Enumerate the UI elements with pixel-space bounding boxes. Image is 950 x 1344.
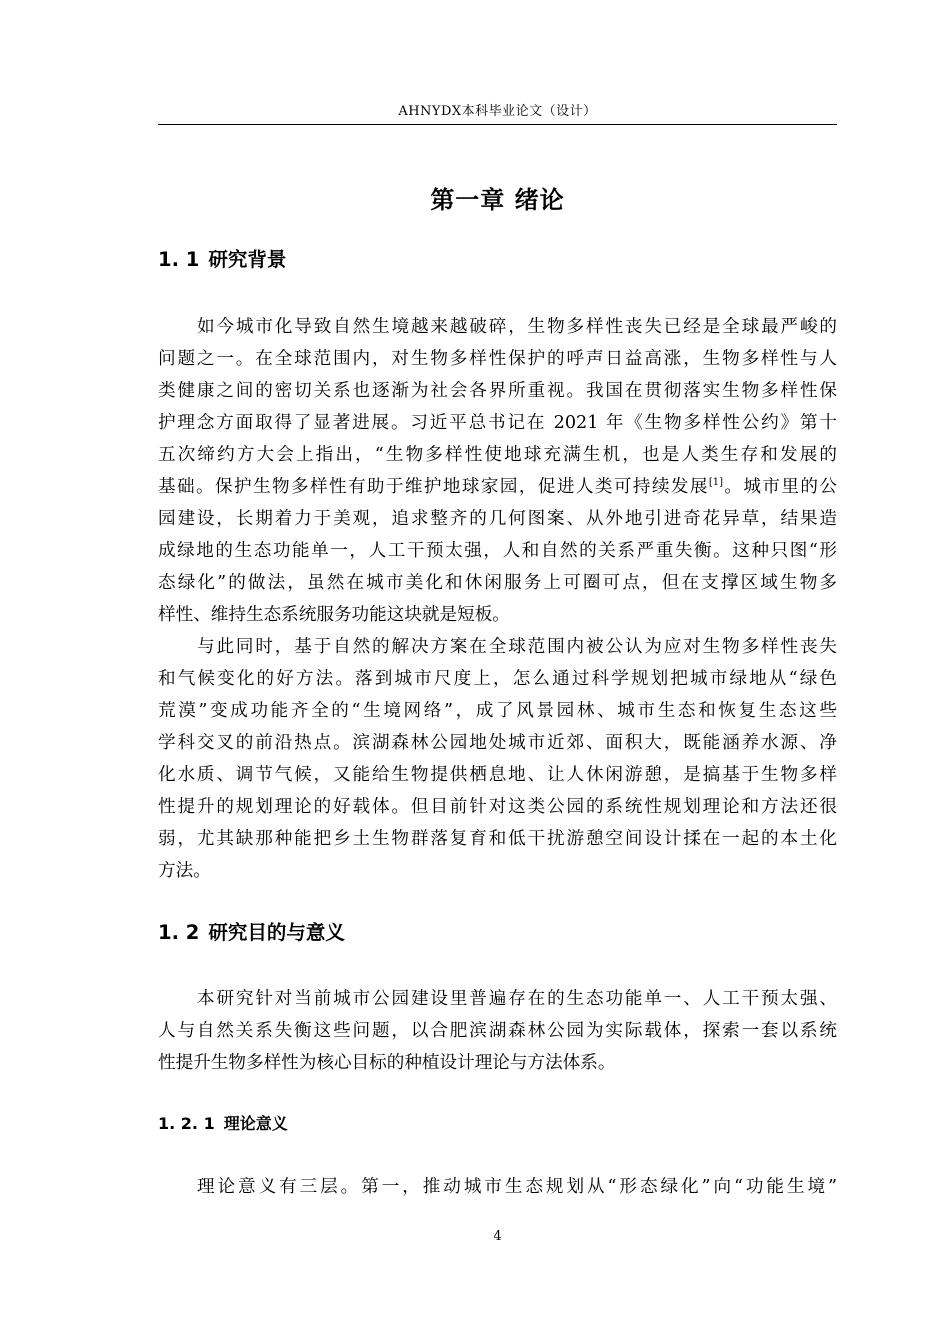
section-heading-1-2-1 bbox=[158, 1112, 288, 1136]
text-line: 与此同时，基于自然的解决方案在全球范围内被公认为应对生物多样性丧失 bbox=[197, 637, 837, 657]
text-line: 样性、维持生态系统服务功能这块就是短板。 bbox=[158, 605, 510, 625]
section-heading-1-1 bbox=[158, 246, 286, 274]
text-line: 成绿地的生态功能单一，人工干预太强，人和自然的关系严重失衡。这种只图“形 bbox=[158, 541, 837, 561]
text-line: 性提升的规划理论的好载体。但目前针对这类公园的系统性规划理论和方法还很 bbox=[158, 797, 837, 817]
text-line-with-citation bbox=[158, 471, 837, 503]
text-line: 人与自然关系失衡这些问题，以合肥滨湖森林公园为实际载体，探索一套以系统 bbox=[158, 1021, 837, 1041]
section-number: 1. 2. 1 bbox=[158, 1114, 215, 1133]
text-line: 理论意义有三层。第一，推动城市生态规划从“形态绿化”向“功能生境” bbox=[197, 1177, 837, 1197]
text-line: 问题之一。在全球范围内，对生物多样性保护的呼声日益高涨，生物多样性与人 bbox=[158, 349, 837, 369]
section-title: 研究目的与意义 bbox=[208, 921, 345, 944]
text-line: 弱，尤其缺那种能把乡土生物群落复育和低干扰游憩空间设计揉在一起的本土化 bbox=[158, 829, 837, 849]
text-line: 如今城市化导致自然生境越来越破碎，生物多样性丧失已经是全球最严峻的 bbox=[197, 317, 837, 337]
text-line: 护理念方面取得了显著进展。习近平总书记在 2021 年《生物多样性公约》第十 bbox=[158, 413, 837, 433]
paragraph-purpose bbox=[158, 983, 837, 1079]
text-line: 本研究针对当前城市公园建设里普遍存在的生态功能单一、人工干预太强、 bbox=[197, 989, 837, 1009]
header-rule bbox=[158, 124, 837, 125]
text-line: 化水质、调节气候，又能给生物提供栖息地、让人休闲游憩，是搞基于生物多样 bbox=[158, 765, 837, 785]
text-line: 性提升生物多样性为核心目标的种植设计理论与方法体系。 bbox=[158, 1053, 616, 1073]
section-heading-1-2 bbox=[158, 919, 345, 947]
page-number: 4 bbox=[493, 1229, 502, 1244]
running-header: AHNYDX本科毕业论文（设计） bbox=[398, 104, 597, 119]
section-number: 1. 1 bbox=[158, 248, 200, 271]
text-fragment: 基础。保护生物多样性有助于维护地球家园，促进人类可持续发展 bbox=[158, 477, 709, 497]
text-line: 园建设，长期着力于美观，追求整齐的几何图案、从外地引进奇花异草，结果造 bbox=[158, 509, 837, 529]
text-line: 类健康之间的密切关系也逐渐为社会各界所重视。我国在贯彻落实生物多样性保 bbox=[158, 381, 837, 401]
text-line: 和气候变化的好方法。落到城市尺度上，怎么通过科学规划把城市绿地从“绿色 bbox=[158, 669, 837, 689]
section-title: 理论意义 bbox=[223, 1114, 288, 1133]
paragraph-theoretical-significance bbox=[158, 1171, 837, 1203]
paragraph-background-2 bbox=[158, 631, 837, 887]
section-title: 研究背景 bbox=[208, 248, 287, 271]
text-fragment: 。城市里的公 bbox=[723, 477, 837, 497]
text-line: 五次缔约方大会上指出，“生物多样性使地球充满生机，也是人类生存和发展的 bbox=[158, 445, 837, 465]
citation-marker: [1] bbox=[708, 477, 724, 488]
text-line: 态绿化”的做法，虽然在城市美化和休闲服务上可圈可点，但在支撑区域生物多 bbox=[158, 573, 837, 593]
text-line: 方法。 bbox=[158, 861, 211, 881]
text-line: 学科交叉的前沿热点。滨湖森林公园地处城市近郊、面积大，既能涵养水源、净 bbox=[158, 733, 837, 753]
chapter-title: 第一章 绪论 bbox=[430, 186, 565, 214]
text-line: 荒漠”变成功能齐全的“生境网络”，成了风景园林、城市生态和恢复生态这些 bbox=[158, 701, 837, 721]
paragraph-background-1 bbox=[158, 311, 837, 631]
section-number: 1. 2 bbox=[158, 921, 200, 944]
